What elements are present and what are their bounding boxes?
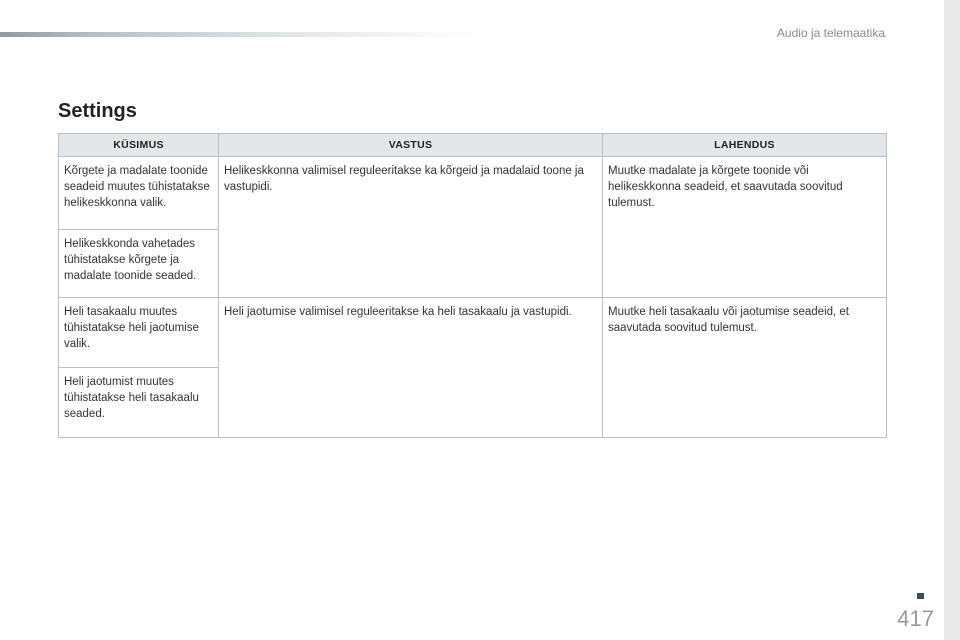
question-cell: Helikeskkonda vahetades tühistatakse kõrgete ja madalate toonide seaded.: [59, 230, 219, 298]
faq-table: [58, 133, 887, 438]
page-edge-strip: [944, 0, 960, 640]
question-cell: Heli jaotumist muutes tühistatakse heli tasakaalu seaded.: [59, 368, 219, 438]
table-header-row: [59, 134, 887, 157]
section-title: Audio ja telemaatika: [776, 26, 885, 40]
page-number: 417: [897, 606, 934, 631]
question-cell: Heli tasakaalu muutes tühistatakse heli jaotumise valik.: [59, 298, 219, 368]
column-header-answer: VASTUS: [219, 134, 603, 157]
column-header-solution: LAHENDUS: [603, 134, 887, 157]
solution-cell: Muutke madalate ja kõrgete toonide või helikeskkonna seadeid, et saavutada soovitud tulemust.: [603, 157, 887, 298]
answer-cell: Helikeskkonna valimisel reguleeritakse ka kõrgeid ja madalaid toone ja vastupidi.: [219, 157, 603, 298]
column-header-question: KÜSIMUS: [59, 134, 219, 157]
header-decorative-bar: [0, 32, 480, 37]
table-row: [59, 157, 887, 230]
page-marker: [917, 593, 924, 599]
question-cell: Kõrgete ja madalate toonide seadeid muutes tühistatakse helikeskkonna valik.: [59, 157, 219, 230]
page-title: Settings: [58, 100, 137, 122]
table-row: [59, 298, 887, 368]
solution-cell: Muutke heli tasakaalu või jaotumise seadeid, et saavutada soovitud tulemust.: [603, 298, 887, 438]
answer-cell: Heli jaotumise valimisel reguleeritakse ka heli tasakaalu ja vastupidi.: [219, 298, 603, 438]
